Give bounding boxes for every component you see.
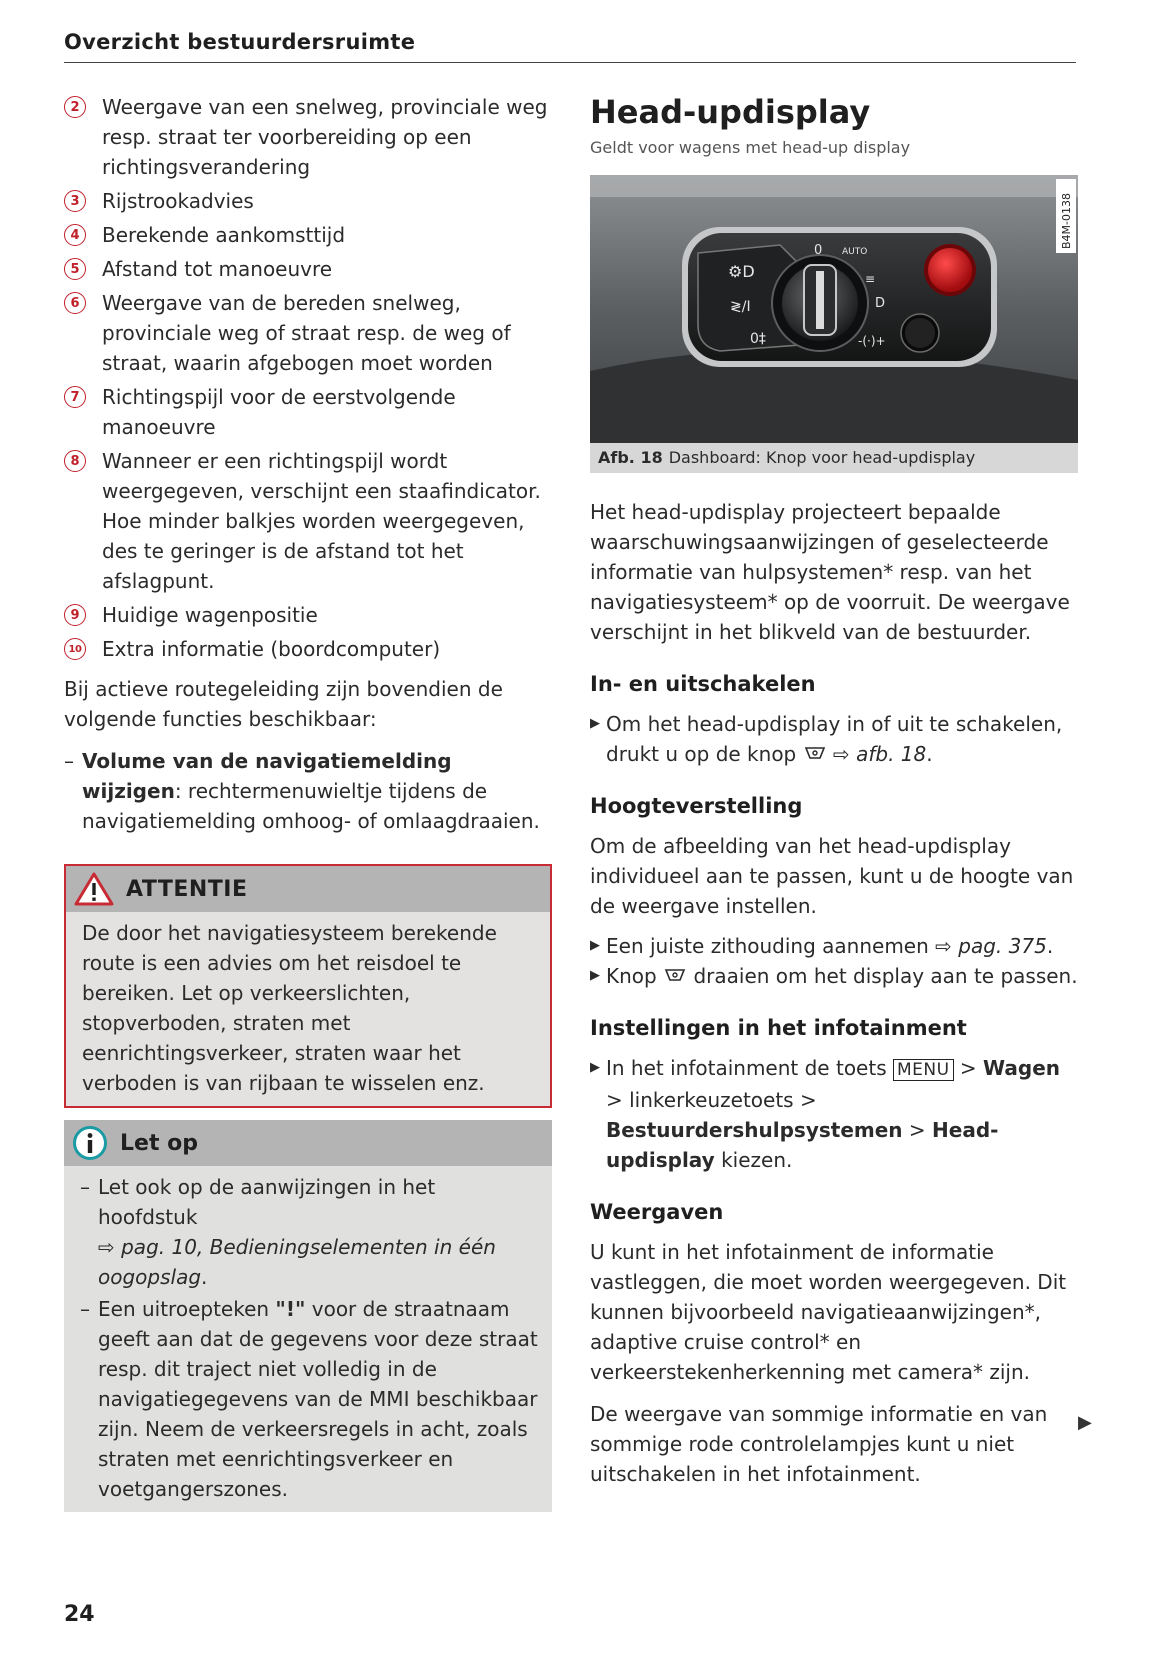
legend-text: Richtingspijl voor de eerstvolgende manoeuvre: [102, 385, 456, 439]
svg-text:0‡: 0‡: [750, 331, 766, 347]
step-item: [590, 1053, 1078, 1175]
dash-bullet: –: [80, 1297, 90, 1321]
step-text-b: draaien om het display aan te passen.: [693, 964, 1078, 988]
height-paragraph: Om de afbeelding van het head-updisplay individueel aan te passen, kunt u de hoogte van de weergave instellen.: [590, 834, 1074, 918]
heading-infotainment: Instellingen in het infotainment: [590, 1016, 967, 1040]
right-column: [590, 92, 1078, 1489]
figure-caption: [590, 443, 1078, 473]
page-reference-link[interactable]: ⇨ pag. 375: [935, 934, 1047, 958]
warning-text: De door het navigatiesysteem berekende route is een advies om het reisdoel te bereiken. Let op verkeerslichten, stopverboden, straten met eenrichtingsverkeer, straten waar het verboden is van rijbaan te wisselen enz.: [66, 912, 550, 1106]
note-item: [80, 1294, 538, 1504]
number-badge: 5: [64, 258, 86, 280]
menu-path-sep: >: [953, 1056, 984, 1080]
legend-text: Berekende aankomsttijd: [102, 223, 346, 247]
svg-text:⚙D: ⚙D: [728, 262, 755, 281]
step-text-a: Om het head-updisplay in of uit te schakelen, drukt u op de knop: [606, 712, 1063, 766]
step-text-end: .: [1046, 934, 1054, 958]
note-text: Een uitroepteken: [98, 1297, 276, 1321]
step-item: [590, 931, 1078, 961]
menu-path-wagen: Wagen: [983, 1056, 1061, 1080]
note-item-text: [98, 1294, 538, 1504]
svg-text:D: D: [875, 296, 886, 311]
note-text: Let ook op de aanwijzingen in het hoofdstuk: [98, 1175, 436, 1229]
heading-displays: Weergaven: [590, 1200, 724, 1224]
list-item: [64, 446, 552, 596]
note-body: [64, 1166, 552, 1512]
list-item: [64, 600, 552, 630]
header-rule: [64, 62, 1076, 63]
legend-text: Weergave van de bereden snelweg, provinciale weg of straat resp. de weg of straat, waarin afgebogen moet worden: [102, 291, 511, 375]
dashboard-light-switch-photo: [590, 175, 1078, 443]
page-reference-link[interactable]: ⇨ pag. 10, Bedieningselementen in één oogopslag: [98, 1235, 496, 1289]
step-item: [590, 709, 1078, 769]
menu-path-sep: > linkerkeuzetoets >: [606, 1088, 817, 1112]
volume-item: [64, 746, 552, 836]
step-bullet-icon: ▶: [590, 968, 600, 983]
step-text: [606, 709, 1078, 769]
number-badge: 6: [64, 292, 86, 314]
section-subtitle: Geldt voor wagens met head-up display: [590, 138, 911, 157]
note-header: [64, 1120, 552, 1166]
intro-paragraph: Bij actieve routegeleiding zijn bovendien de volgende functies beschikbaar:: [64, 677, 503, 731]
step-text-a: Een juiste zithouding aannemen: [606, 934, 929, 958]
warning-box: [64, 864, 552, 1108]
figure: [590, 175, 1078, 473]
list-item: [64, 254, 552, 284]
legend-list: [64, 92, 552, 664]
svg-text:≡: ≡: [865, 272, 876, 286]
dash-bullet: –: [64, 749, 74, 773]
number-badge: 8: [64, 450, 86, 472]
step-text: [606, 1053, 1078, 1175]
list-item: [64, 220, 552, 250]
legend-text: Rijstrookadvies: [102, 189, 254, 213]
volume-item-bold: Volume van de navigatiemelding wijzigen: [82, 749, 452, 803]
step-text-a: Knop: [606, 964, 657, 988]
note-text-end: .: [201, 1265, 208, 1289]
note-item: [80, 1172, 538, 1292]
figure-caption-text: Dashboard: Knop voor head-updisplay: [668, 448, 976, 467]
menu-path-sep: >: [902, 1118, 933, 1142]
intro-paragraph-right: Het head-updisplay projecteert bepaalde waarschuwingsaanwijzingen of geselecteerde informatie van hulpsystemen* resp. van het navigatiesysteem* op de voorruit. De weergave verschijnt in het blikveld van de bestuurder.: [590, 500, 1070, 644]
note-item-text: [98, 1172, 538, 1292]
figure-label: Afb. 18: [598, 448, 663, 467]
section-title: Head-updisplay: [590, 93, 871, 131]
list-item: [64, 92, 552, 182]
figure-code: B4M-0138: [1060, 193, 1073, 249]
note-title: Let op: [120, 1130, 198, 1156]
step-text-end: .: [926, 742, 933, 766]
warning-triangle-icon: [74, 871, 114, 907]
info-icon: [72, 1125, 108, 1161]
heading-on-off: In- en uitschakelen: [590, 672, 816, 696]
menu-path-hud: Head-updisplay: [606, 1118, 999, 1172]
legend-text: Weergave van een snelweg, provinciale weg resp. straat ter voorbereiding op een richtingsverandering: [102, 95, 548, 179]
knob-label-auto: AUTO: [842, 247, 868, 257]
number-badge: 10: [64, 638, 86, 660]
number-badge: 2: [64, 96, 86, 118]
list-item: [64, 288, 552, 378]
step-text: [606, 961, 1078, 991]
note-box: [64, 1120, 552, 1512]
warning-title: ATTENTIE: [126, 876, 248, 902]
dash-bullet: –: [80, 1175, 90, 1199]
list-item: [64, 186, 552, 216]
note-text: voor de straatnaam geeft aan dat de gegevens voor deze straat resp. dit traject niet volledig in de navigatiegegevens van de MMI beschikbaar zijn. Neem de verkeersregels in acht, zoals straten met eenrichtingsverkeer en voetgangerszones.: [98, 1297, 538, 1501]
number-badge: 9: [64, 604, 86, 626]
step-item: [590, 961, 1078, 991]
step-bullet-icon: ▶: [590, 1060, 600, 1075]
list-item: [64, 382, 552, 442]
hud-button-icon: [803, 745, 827, 763]
number-badge: 7: [64, 386, 86, 408]
number-badge: 3: [64, 190, 86, 212]
continue-arrow-icon: ▶: [1078, 1412, 1092, 1433]
page-number: 24: [64, 1602, 95, 1627]
note-bold: "!": [275, 1297, 306, 1321]
displays-paragraph-1: U kunt in het infotainment de informatie vastleggen, die moet worden weergegeven. Dit kunnen bijvoorbeeld navigatieaanwijzingen*, adaptive cruise control* en verkeerstekenherkenning met camera* zijn.: [590, 1240, 1067, 1384]
heading-height: Hoogteverstelling: [590, 794, 803, 818]
running-head: Overzicht bestuurdersruimte: [64, 30, 416, 54]
left-column: [64, 92, 552, 1512]
warning-header: [66, 866, 550, 912]
hud-button-icon: [663, 967, 687, 985]
step-text: [606, 931, 1053, 961]
svg-text:-(·)+: -(·)+: [858, 334, 886, 348]
number-badge: 4: [64, 224, 86, 246]
displays-paragraph-2: De weergave van sommige informatie en van sommige rode controlelampjes kunt u niet uitschakelen in het infotainment.: [590, 1402, 1048, 1486]
step-text-end: kiezen.: [714, 1148, 793, 1172]
figure-reference-link[interactable]: ⇨ afb. 18: [832, 742, 927, 766]
legend-text: Huidige wagenpositie: [102, 603, 318, 627]
legend-text: Afstand tot manoeuvre: [102, 257, 333, 281]
step-bullet-icon: ▶: [590, 716, 600, 731]
legend-text: Wanneer er een richtingspijl wordt weergegeven, verschijnt een staafindicator. Hoe minder balkjes worden weergegeven, des te geringer is de afstand tot het afslagpunt.: [102, 449, 541, 593]
svg-text:≷/I: ≷/I: [730, 299, 751, 315]
menu-key: MENU: [893, 1059, 954, 1081]
step-bullet-icon: ▶: [590, 938, 600, 953]
step-text-a: In het infotainment de toets: [606, 1056, 887, 1080]
volume-item-rest: : rechtermenuwieltje tijdens de navigatiemelding omhoog- of omlaagdraaien.: [82, 779, 540, 833]
volume-item-text: [82, 746, 552, 836]
list-item: [64, 634, 552, 664]
legend-text: Extra informatie (boordcomputer): [102, 637, 441, 661]
knob-label-0: 0: [814, 243, 823, 258]
menu-path-assist: Bestuurdershulpsystemen: [606, 1118, 903, 1142]
